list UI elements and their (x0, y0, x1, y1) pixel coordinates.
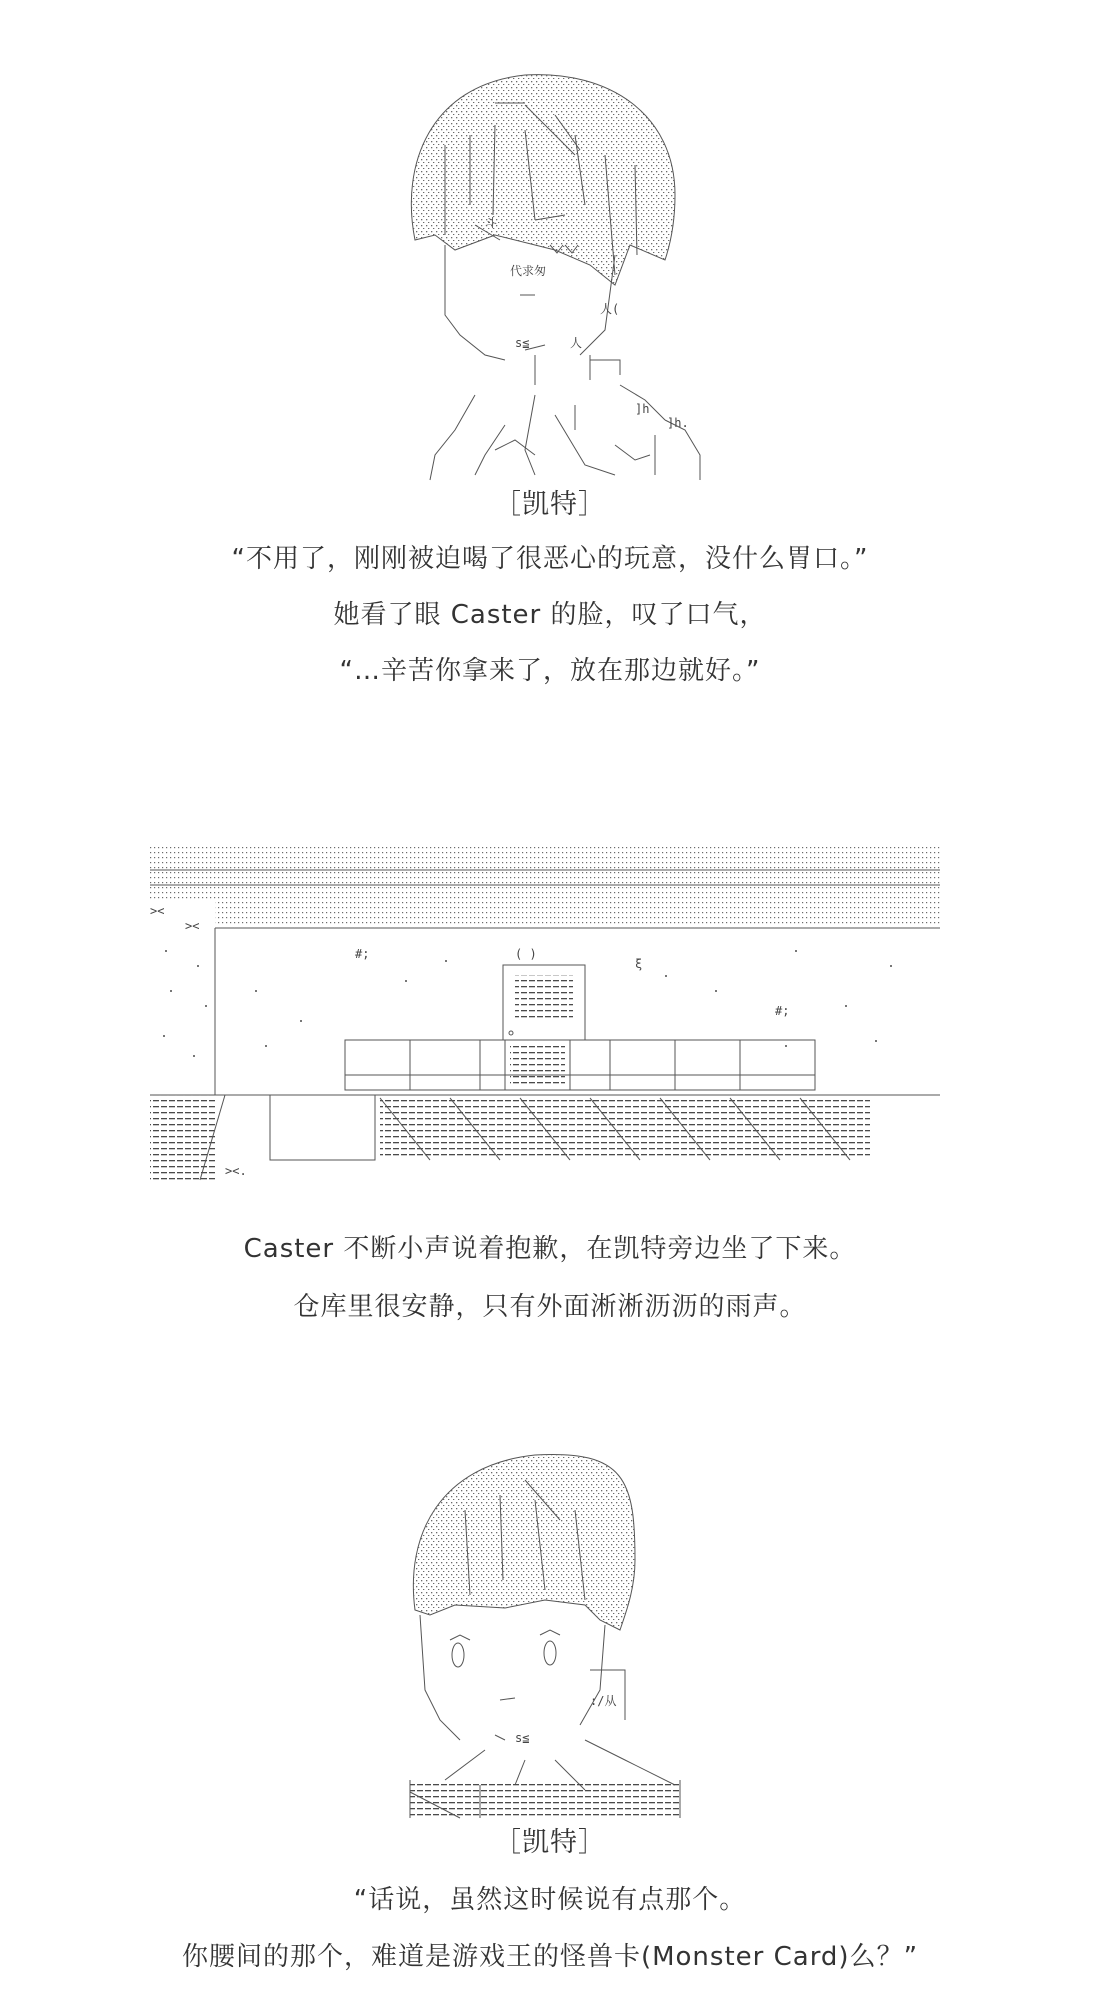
svg-text:><: >< (150, 904, 165, 918)
svg-text:人: 人 (570, 336, 583, 350)
dialogue-line: “不用了，刚刚被迫喝了很恶心的玩意，没什么胃口。” (231, 544, 869, 574)
narration-line: 仓库里很安静，只有外面淅淅沥沥的雨声。 (293, 1292, 807, 1322)
warehouse-scene-art (145, 840, 945, 1190)
svg-text:]h: ]h (635, 402, 650, 416)
svg-text:s≦: s≦ (515, 336, 530, 350)
svg-text:><: >< (185, 919, 200, 933)
narration-line: Caster 不断小声说着抱歉，在凯特旁边坐了下来。 (243, 1234, 857, 1264)
svg-text:#;: #; (775, 1004, 790, 1018)
svg-text:><.: ><. (225, 1164, 247, 1178)
svg-text:ξ: ξ (635, 957, 643, 971)
svg-text::/从: :/从 (590, 1694, 617, 1708)
art-caption: 代求匆 (510, 264, 547, 278)
svg-text:( ): ( ) (515, 947, 537, 961)
dialogue-line: “…辛苦你拿来了，放在那边就好。” (339, 656, 761, 686)
svg-text:#;: #; (355, 947, 370, 961)
character-art-top (375, 55, 715, 485)
dialogue-line: 她看了眼 Caster 的脸，叹了口气， (333, 600, 767, 630)
svg-text:]h.: ]h. (667, 416, 689, 430)
svg-text:斗: 斗 (485, 216, 498, 230)
dialogue-line: “话说，虽然这时候说有点那个。 (353, 1885, 747, 1915)
speaker-label: ［凯特］ (494, 489, 606, 520)
svg-text:人(: 人( (600, 302, 620, 316)
svg-text:s≦: s≦ (515, 1731, 530, 1745)
dialogue-line: 你腰间的那个，难道是游戏王的怪兽卡(Monster Card)么？” (181, 1942, 919, 1972)
character-art-bottom (385, 1440, 715, 1820)
speaker-label: ［凯特］ (494, 1827, 606, 1858)
